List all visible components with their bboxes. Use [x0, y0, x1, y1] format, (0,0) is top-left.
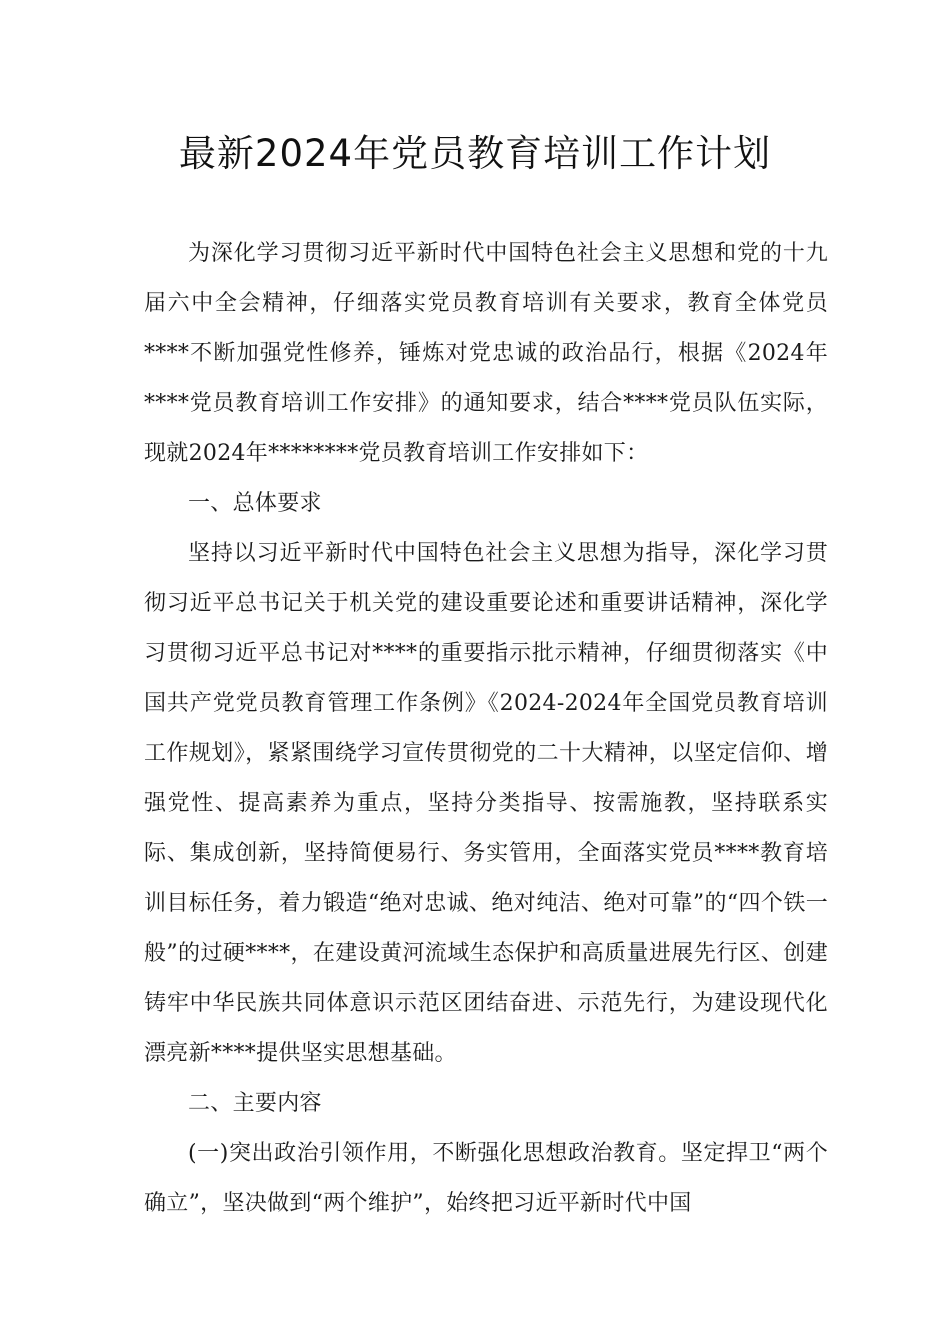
intro-paragraph: 为深化学习贯彻习近平新时代中国特色社会主义思想和党的十九届六中全会精神，仔细落实党员教育培训有关要求，教育全体党员****不断加强党性修养，锤炼对党忠诚的政治品行，根据《2024年****党员教育培训工作安排》的通知要求，结合****党员队伍实际，现就2024年********党员教育培训工作安排如下： — [144, 241, 828, 466]
document-body — [144, 229, 828, 1229]
section-heading-main-content: 二、主要内容 — [188, 1091, 322, 1116]
section-heading-general-requirements: 一、总体要求 — [188, 491, 322, 516]
general-requirements-paragraph: 坚持以习近平新时代中国特色社会主义思想为指导，深化学习贯彻习近平总书记关于机关党的建设重要论述和重要讲话精神，深化学习贯彻习近平总书记对****的重要指示批示精神，仔细贯彻落实《中国共产党党员教育管理工作条例》《2024-2024年全国党员教育培训工作规划》，紧紧围绕学习宣传贯彻党的二十大精神，以坚定信仰、增强党性、提高素养为重点，坚持分类指导、按需施教，坚持联系实际、集成创新，坚持简便易行、务实管用，全面落实党员****教育培训目标任务，着力锻造“绝对忠诚、绝对纯洁、绝对可靠”的“四个铁一般”的过硬****，在建设黄河流域生态保护和高质量进展先行区、创建铸牢中华民族共同体意识示范区团结奋进、示范先行，为建设现代化漂亮新****提供坚实思想基础。 — [144, 541, 828, 1066]
document-title: 最新2024年党员教育培训工作计划 — [178, 132, 772, 175]
main-content-paragraph: (一)突出政治引领作用，不断强化思想政治教育。坚定捍卫“两个确立”，坚决做到“两个维护”，始终把习近平新时代中国 — [144, 1141, 828, 1216]
